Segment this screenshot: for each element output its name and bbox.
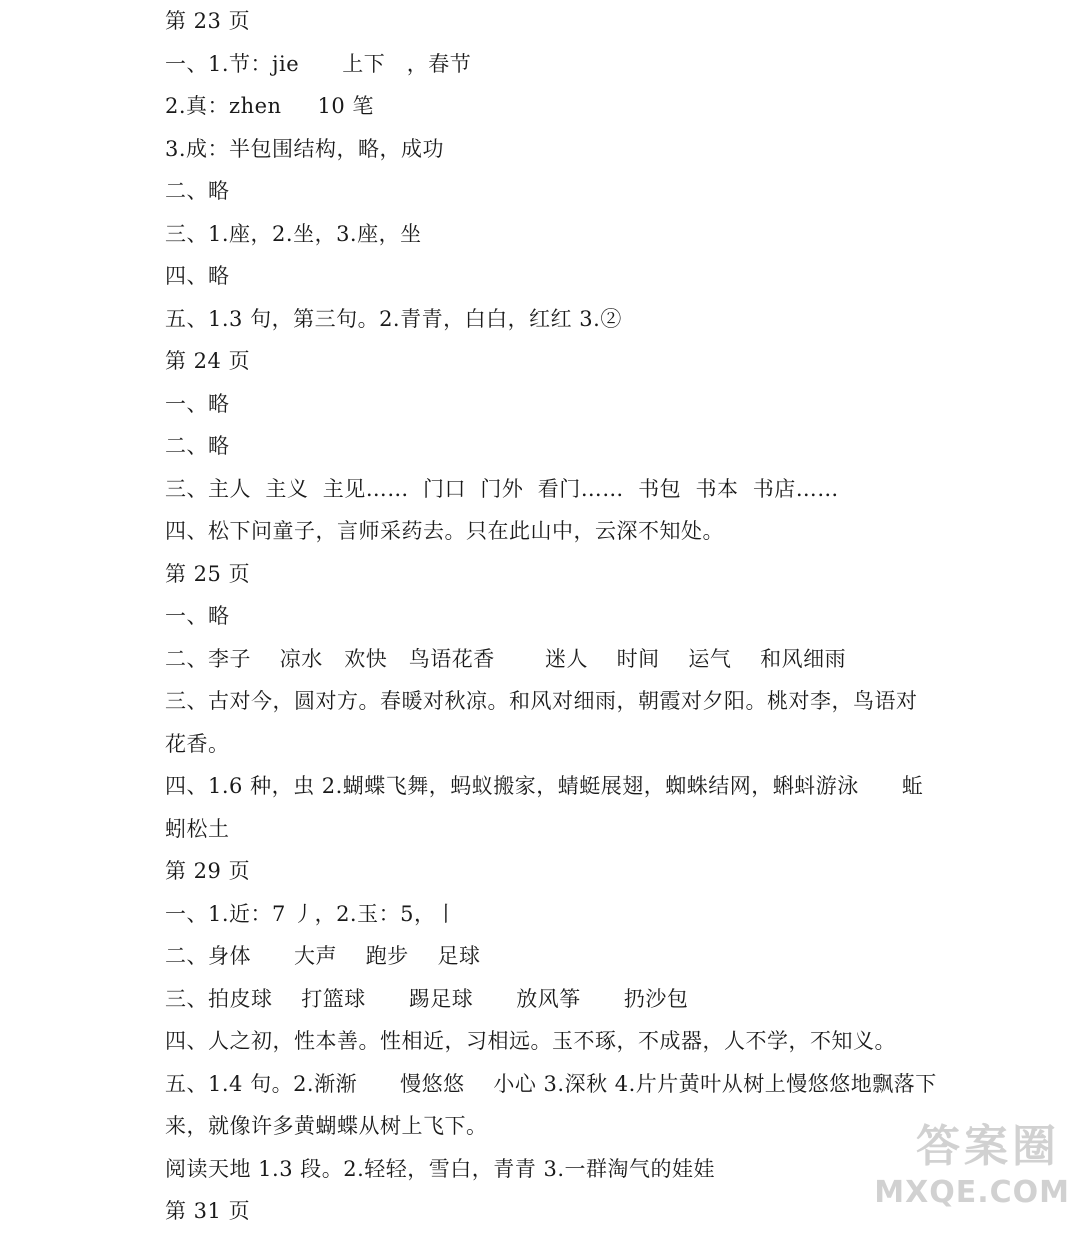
answer-line: 三、1.座，2.坐，3.座，坐 xyxy=(165,221,422,246)
answer-line: 二、身体 大声 跑步 足球 xyxy=(165,944,481,968)
answer-line: 阅读天地 1.3 段。2.轻轻，雪白，青青 3.一群淘气的娃娃 xyxy=(165,1156,715,1181)
answer-line: 四、1.6 种，虫 2.蝴蝶飞舞，蚂蚁搬家，蜻蜓展翅，蜘蛛结网，蝌蚪游泳 蚯 xyxy=(165,774,924,798)
answer-line: 二、略 xyxy=(165,179,230,203)
page-heading-31: 第 31 页 xyxy=(165,1199,251,1223)
watermark-url: MXQE.COM xyxy=(874,1175,1070,1210)
answer-line: 五、1.4 句。2.渐渐 慢悠悠 小心 3.深秋 4.片片黄叶从树上慢悠悠地飘落下 xyxy=(165,1071,937,1096)
answer-document xyxy=(165,0,937,1233)
answer-line: 四、松下问童子，言师采药去。只在此山中，云深不知处。 xyxy=(165,519,724,543)
answer-line: 四、略 xyxy=(165,264,230,288)
answer-line: 二、李子 凉水 欢快 鸟语花香 迷人 时间 运气 和风细雨 xyxy=(165,646,847,671)
answer-line: 三、拍皮球 打篮球 踢足球 放风筝 扔沙包 xyxy=(165,986,689,1011)
answer-line: 3.成：半包围结构，略，成功 xyxy=(165,136,445,161)
answer-line: 一、1.节：jie 上下 ，春节 xyxy=(165,51,472,76)
answer-line: 来，就像许多黄蝴蝶从树上飞下。 xyxy=(165,1114,488,1138)
answer-line: 一、略 xyxy=(165,391,230,416)
answer-line: 二、略 xyxy=(165,434,230,458)
answer-line: 蚓松土 xyxy=(165,816,230,841)
answer-line: 四、人之初，性本善。性相近，习相远。玉不琢，不成器，人不学，不知义。 xyxy=(165,1029,896,1053)
answer-line: 一、略 xyxy=(165,604,230,628)
answer-line: 2.真：zhen 10 笔 xyxy=(165,94,374,118)
answer-line: 五、1.3 句，第三句。2.青青，白白，红红 3.② xyxy=(165,306,622,331)
watermark-logo-text: 答案圈 xyxy=(916,1121,1060,1172)
page-heading-24: 第 24 页 xyxy=(165,349,251,373)
answer-line: 三、古对今，圆对方。春暖对秋凉。和风对细雨，朝霞对夕阳。桃对李，鸟语对 xyxy=(165,689,918,713)
answer-line: 花香。 xyxy=(165,731,230,756)
answer-line: 一、1.近：7 丿，2.玉：5，丨 xyxy=(165,901,457,926)
page-heading-25: 第 25 页 xyxy=(165,561,251,586)
watermark xyxy=(874,1110,1070,1210)
page-heading-23: 第 23 页 xyxy=(165,9,251,33)
page-heading-29: 第 29 页 xyxy=(165,859,251,883)
answer-line: 三、主人 主义 主见…… 门口 门外 看门…… 书包 书本 书店…… xyxy=(165,476,839,501)
